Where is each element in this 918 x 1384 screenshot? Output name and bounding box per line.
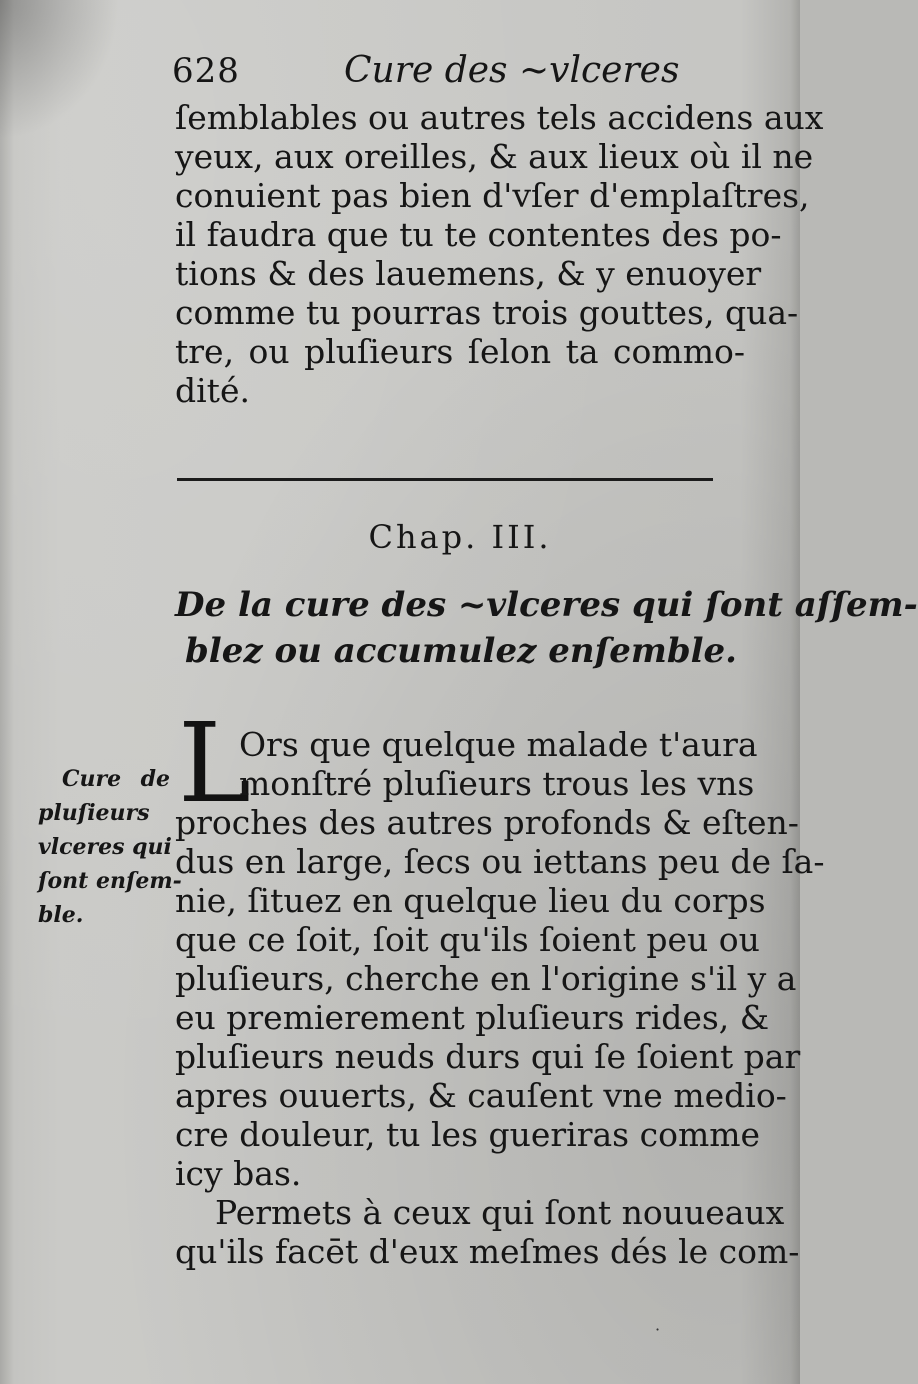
chapter-heading: Chap. III.	[368, 518, 552, 556]
text-line: apres ouuerts, & cauſent vne medio-	[175, 1076, 787, 1115]
text-line: pluſieurs neuds durs qui ſe ſoient par	[175, 1037, 801, 1076]
page-corner-shadow	[0, 0, 120, 140]
text-line: tions & des lauemens, & y enuoyer	[175, 254, 762, 293]
text-line: comme tu pourras trois gouttes, qua-	[175, 293, 799, 332]
text-line: qu'ils facēt d'eux meſmes dés le com-	[175, 1232, 800, 1271]
top-paragraph	[175, 98, 824, 410]
chapter-title-line: De la cure des ~vlceres qui ſont aſſem-	[175, 585, 918, 625]
text-line: dus en large, ſecs ou iettans peu de ſa-	[175, 842, 825, 881]
ink-speck: ·	[655, 1320, 661, 1339]
margin-note-line: pluſieurs	[38, 800, 150, 826]
margin-note	[38, 762, 182, 932]
text-line: monſtré pluſieurs trous les vns	[239, 764, 755, 803]
text-line: que ce ſoit, ſoit qu'ils ſoient peu ou	[175, 920, 760, 959]
page-number: 628	[172, 51, 240, 91]
text-line: cre douleur, tu les gueriras comme	[175, 1115, 761, 1154]
margin-note-line: Cure de	[62, 766, 170, 792]
text-line: Ors que quelque malade t'aura	[239, 725, 758, 764]
margin-note-line: ble.	[38, 902, 84, 928]
chapter-title	[175, 582, 918, 674]
chapter-title-line: blez ou accumulez enſemble.	[185, 631, 737, 671]
text-line: yeux, aux oreilles, & aux lieux où il ne	[175, 137, 814, 176]
main-paragraph	[175, 725, 825, 1271]
text-line: tre, ou pluſieurs ſelon ta commo-	[175, 332, 745, 371]
text-line: proches des autres profonds & eſten-	[175, 803, 799, 842]
drop-cap: L	[178, 699, 252, 827]
text-line: conuient pas bien d'vſer d'emplaſtres,	[175, 176, 810, 215]
margin-note-line: vlceres qui	[38, 834, 172, 860]
text-line: dité.	[175, 371, 250, 410]
text-line: pluſieurs, cherche en l'origine s'il y a	[175, 959, 797, 998]
text-line: il faudra que tu te contentes des po-	[175, 215, 782, 254]
text-line: nie, ſituez en quelque lieu du corps	[175, 881, 766, 920]
text-line: ſemblables ou autres tels accidens aux	[175, 98, 824, 137]
running-head	[172, 46, 772, 96]
section-divider	[177, 478, 713, 481]
text-line: eu premierement pluſieurs rides, &	[175, 998, 770, 1037]
margin-note-line: ſont enſem-	[38, 868, 182, 894]
text-line: icy bas.	[175, 1154, 302, 1193]
text-line: Permets à ceux qui ſont nouueaux	[215, 1193, 785, 1232]
running-title: Cure des ~vlceres	[344, 50, 680, 91]
